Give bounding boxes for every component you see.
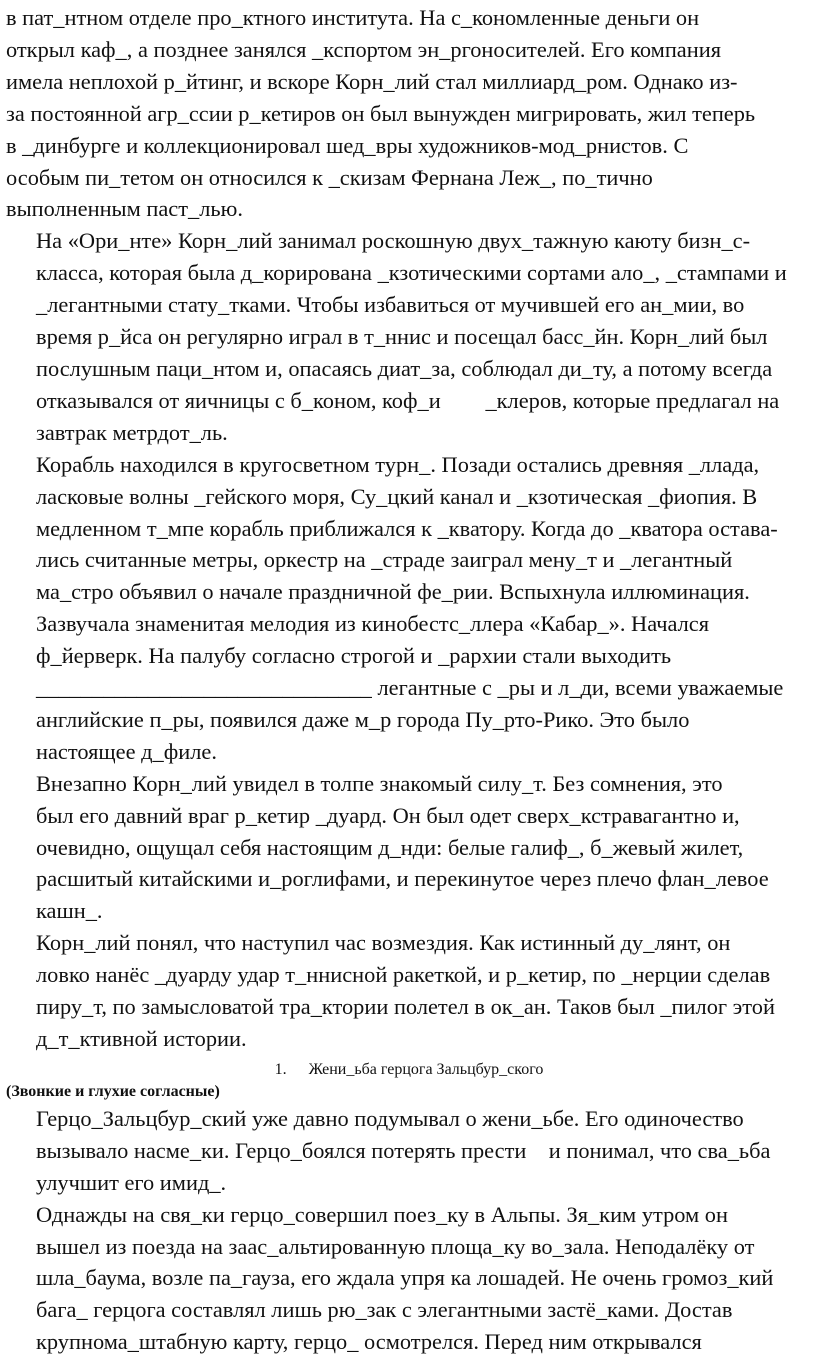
text-line: крупнома_штабную карту, герцо_ осмотрелся. Перед ним открывался	[36, 1329, 702, 1355]
text-line: д_т_ктивной истории.	[36, 1026, 247, 1051]
text-line: имела неплохой р_йтинг, и вскоре Корн_лий стал миллиард_ром. Однако из-	[6, 68, 738, 94]
text-line: завтрак метрдот_ль.	[36, 419, 228, 445]
paragraph	[6, 225, 812, 448]
text-line: Корабль находился в кругосветном турн_. Позади остались древняя _ллада,	[36, 451, 760, 477]
text-line: время р_йса он регулярно играл в т_ннис и посещал басс_йн. Корн_лий был	[36, 324, 768, 350]
section-number: 1.	[274, 1060, 287, 1078]
text-line: открыл каф_, а позднее занялся _кспортом эн_ргоносителей. Его компания	[6, 36, 722, 62]
text-line: Внезапно Корн_лий увидел в толпе знакомый силу_т. Без сомнения, это	[36, 770, 723, 796]
text-line: кашн_.	[36, 898, 103, 924]
text-line: английские п_ры, появился даже м_р города Пу_рто-Рико. Это было	[36, 706, 690, 732]
paragraph	[6, 2, 812, 225]
text-line: послушным паци_нтом и, опасаясь диат_за, соблюдал ди_ту, а потому всегда	[36, 355, 773, 381]
paragraph	[6, 1103, 812, 1199]
text-line: был его давний враг р_кетир _дуард. Он был одет сверх_кстравагантно и,	[36, 802, 740, 828]
paragraph	[6, 449, 812, 768]
text-line: выполненным паст_лью.	[6, 196, 243, 222]
text-line: вышел из поезда на заас_альтированную площа_ку во_зала. Неподалёку от	[36, 1233, 755, 1259]
text-line: _легантными стату_тками. Чтобы избавиться от мучившей его ан_мии, во	[36, 292, 745, 318]
text-line: ловко нанёс _дуарду удар т_ннисной ракеткой, и р_кетир, по _нерции сделав	[36, 962, 771, 988]
text-line: настоящее д_филе.	[36, 738, 217, 764]
text-line: отказывался от яичницы с б_коном, коф_и _клеров, которые предлагал на	[36, 387, 780, 413]
text-line: очевидно, ощущал себя настоящим д_нди: белые галиф_, б_жевый жилет,	[36, 834, 744, 860]
text-line: Герцо_Зальцбур_ский уже давно подумывал о жени_ьбе. Его одиночество	[36, 1105, 744, 1131]
text-line: ______________________________ легантные с _ры и л_ди, всеми уважаемые	[36, 675, 784, 701]
section-subtitle: (Звонкие и глухие согласные)	[6, 1082, 220, 1100]
text-line: ф_йерверк. На палубу согласно строгой и _рархии стали выходить	[36, 643, 672, 669]
text-line: Однажды на свя_ки герцо_совершил поез_ку в Альпы. Зя_ким утром он	[36, 1201, 728, 1227]
text-line: медленном т_мпе корабль приближался к _кватору. Когда до _кватора остава-	[36, 515, 778, 541]
text-line: бага_ герцога составлял лишь рю_зак с элегантными застё_ками. Достав	[36, 1297, 733, 1323]
text-line: вызывало насме_ки. Герцо_боялся потерять прести и понимал, что сва_ьба	[36, 1137, 771, 1163]
paragraph	[6, 1199, 812, 1358]
text-line: Корн_лий понял, что наступил час возмездия. Как истинный ду_лянт, он	[36, 930, 731, 956]
text-line: ма_стро объявил о начале праздничной фе_рии. Вспыхнула иллюминация.	[36, 579, 750, 605]
text-section-2	[6, 1103, 812, 1358]
text-line: лись считанные метры, оркестр на _страде заиграл мену_т и _легантный	[36, 547, 733, 573]
text-line: расшитый китайскими и_роглифами, и перекинутое через плечо флан_левое	[36, 866, 769, 892]
text-line: за постоянной агр_ссии р_кетиров он был вынужден мигрировать, жил теперь	[6, 100, 756, 126]
text-line: Зазвучала знаменитая мелодия из кинобестс_ллера «Кабар_». Начался	[36, 611, 710, 637]
paragraph	[6, 927, 812, 1055]
text-line: улучшит его имид_.	[36, 1169, 227, 1195]
text-section-1	[6, 2, 812, 1055]
paragraph	[6, 768, 812, 928]
text-line: На «Ори_нте» Корн_лий занимал роскошную двух_тажную каюту бизн_с-	[36, 228, 751, 254]
text-line: класса, которая была д_корирована _кзотическими сортами ало_, _стампами и	[36, 260, 787, 286]
text-line: пиру_т, по замысловатой тра_ктории полетел в ок_ан. Таков был _пилог этой	[36, 994, 775, 1020]
document-page	[6, 2, 812, 1358]
text-line: в пат_нтном отделе про_ктного института. На с_кономленные деньги он	[6, 5, 700, 30]
section-title: Жени_ьба герцога Зальцбур_ского	[308, 1060, 544, 1078]
text-line: особым пи_тетом он относился к _скизам Фернана Леж_, по_тично	[6, 164, 653, 190]
text-line: в _динбурге и коллекционировал шед_вры художников-мод_рнистов. С	[6, 132, 689, 158]
text-line: шла_баума, возле па_гауза, его ждала упря ка лошадей. Не очень громоз_кий	[36, 1265, 774, 1291]
text-line: ласковые волны _гейского моря, Су_цкий канал и _кзотическая _фиопия. В	[36, 483, 758, 509]
section-heading	[6, 1059, 812, 1081]
